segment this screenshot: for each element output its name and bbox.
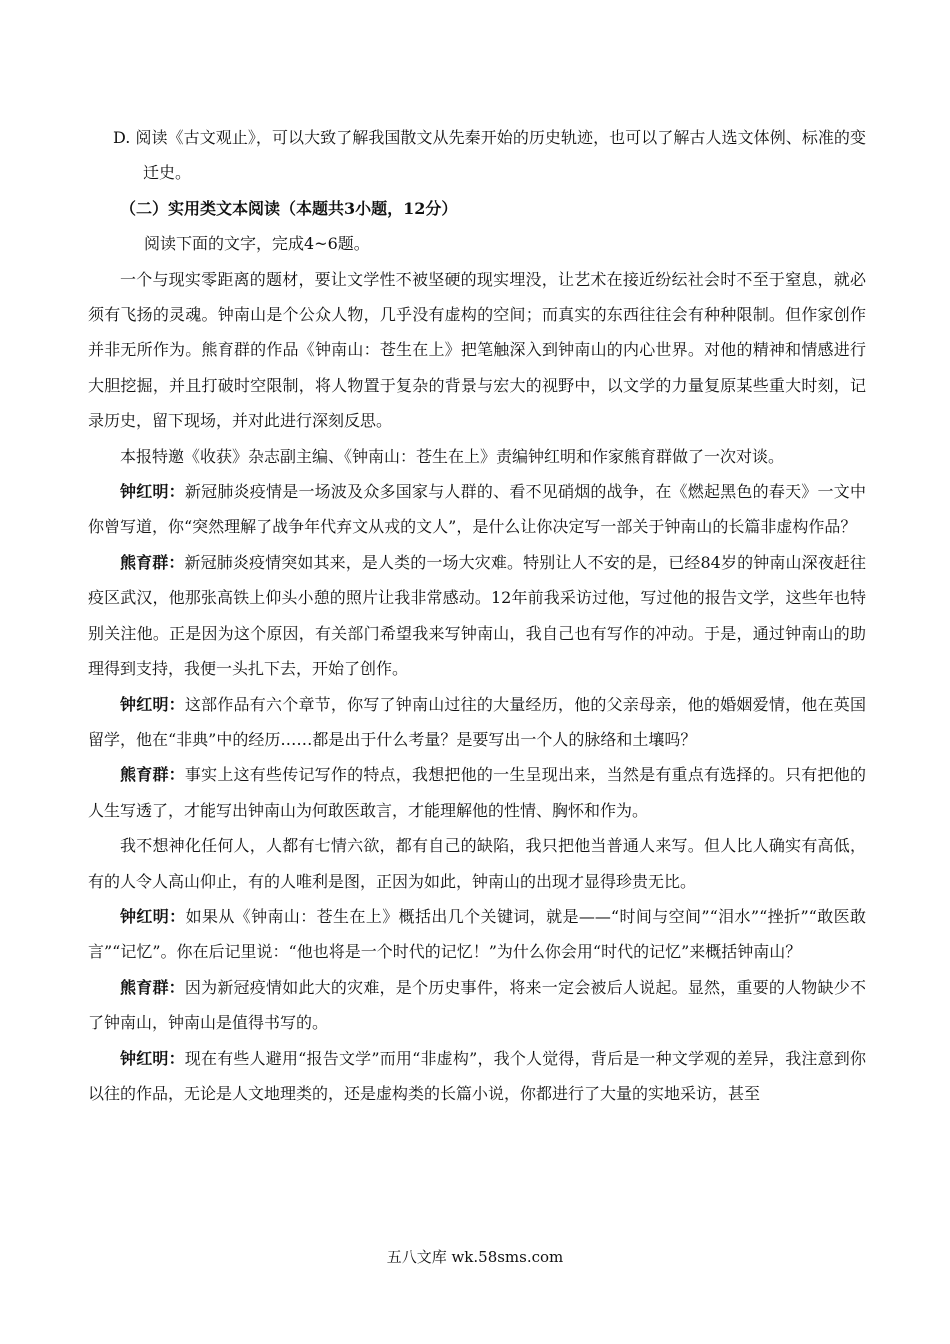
speaker-name: 钟红明： — [120, 482, 185, 502]
intro-paragraph: 一个与现实零距离的题材，要让文学性不被坚硬的现实埋没，让艺术在接近纷纭社会时不至于窒息，就必须有飞扬的灵魂。钟南山是个公众人物，几乎没有虚构的空间；而真实的东西往往会有种种限制。但作家创作并非无所作为。熊育群的作品《钟南山：苍生在上》把笔触深入到钟南山的内心世界。对他的精神和情感进行大胆挖掘，并且打破时空限制，将人物置于复杂的背景与宏大的视野中，以文学的力量复原某些重大时刻，记录历史，留下现场，并对此进行深刻反思。 — [88, 269, 866, 431]
dialogue-text: 这部作品有六个章节，你写了钟南山过往的大量经历，他的父亲母亲，他的婚姻爱情，他在英国留学，他在“非典”中的经历……都是出于什么考量？是要写出一个人的脉络和土壤吗？ — [88, 694, 866, 749]
speaker-name: 钟红明： — [120, 1048, 185, 1068]
section-instruction: 阅读下面的文字，完成4~6题。 — [144, 234, 370, 254]
dialogue-text: 新冠肺炎疫情突如其来，是人类的一场大灾难。特别让人不安的是，已经84岁的钟南山深夜赶往疫区武汉，他那张高铁上仰头小憩的照片让我非常感动。12年前我采访过他，写过他的报告文学，这些年也特别关注他。正是因为这个原因，有关部门希望我来写钟南山，我自己也有写作的冲动。于是，通过钟南山的助理得到支持，我便一头扎下去，开始了创作。 — [88, 552, 866, 679]
dialogue-paragraph — [88, 970, 866, 1041]
dialogue-text: 新冠肺炎疫情是一场波及众多国家与人群的、看不见硝烟的战争，在《燃起黑色的春天》一文中你曾写道，你“突然理解了战争年代弃文从戎的文人”，是什么让你决定写一部关于钟南山的长篇非虚构作品？ — [88, 482, 866, 537]
dialogue-paragraph — [88, 545, 866, 687]
dialogue-paragraph — [88, 1041, 866, 1112]
dialogue-text: 现在有些人避用“报告文学”而用“非虚构”，我个人觉得，背后是一种文学观的差异，我注意到你以往的作品，无论是人文地理类的，还是虚构类的长篇小说，你都进行了大量的实地采访，甚至 — [88, 1048, 866, 1103]
dialogue-text: 因为新冠疫情如此大的灾难，是个历史事件，将来一定会被后人说起。显然，重要的人物缺少不了钟南山，钟南山是值得书写的。 — [88, 977, 866, 1033]
speaker-name: 熊育群： — [120, 552, 185, 572]
option-d: D. 阅读《古文观止》，可以大致了解我国散文从先秦开始的历史轨迹，也可以了解古人选文体例、标准的变迁史。 — [113, 128, 866, 183]
dialogue-paragraph — [88, 474, 866, 545]
speaker-name: 熊育群： — [120, 765, 185, 785]
dialogue-paragraph — [88, 687, 866, 758]
dialogue-paragraph — [88, 757, 866, 828]
intro-paragraph: 本报特邀《收获》杂志副主编、《钟南山：苍生在上》责编钟红明和作家熊育群做了一次对谈。 — [120, 446, 785, 466]
speaker-name: 钟红明： — [120, 694, 185, 714]
dialogue-text: 我不想神化任何人，人都有七情六欲，都有自己的缺陷，我只把他当普通人来写。但人比人确实有高低，有的人令人高山仰止，有的人唯利是图，正因为如此，钟南山的出现才显得珍贵无比。 — [88, 836, 866, 891]
speaker-name: 熊育群： — [120, 977, 185, 997]
page-footer: 五八文库 wk.58sms.com — [386, 1248, 564, 1266]
dialogue-text: 事实上这有些传记写作的特点，我想把他的一生呈现出来，当然是有重点有选择的。只有把他的人生写透了，才能写出钟南山为何敢医敢言，才能理解他的性情、胸怀和作为。 — [88, 765, 866, 820]
article-body — [88, 120, 866, 1111]
section-title: （二）实用类文本阅读（本题共3小题，12分） — [120, 198, 458, 218]
dialogue-paragraph — [88, 828, 866, 899]
dialogue-text: 如果从《钟南山：苍生在上》概括出几个关键词，就是——“时间与空间”“泪水”“挫折”“敢医敢言”“记忆”。你在后记里说：“他也将是一个时代的记忆！”为什么你会用“时代的记忆”来概括钟南山？ — [88, 906, 866, 962]
speaker-name: 钟红明： — [120, 906, 186, 926]
dialogue-paragraph — [88, 899, 866, 970]
